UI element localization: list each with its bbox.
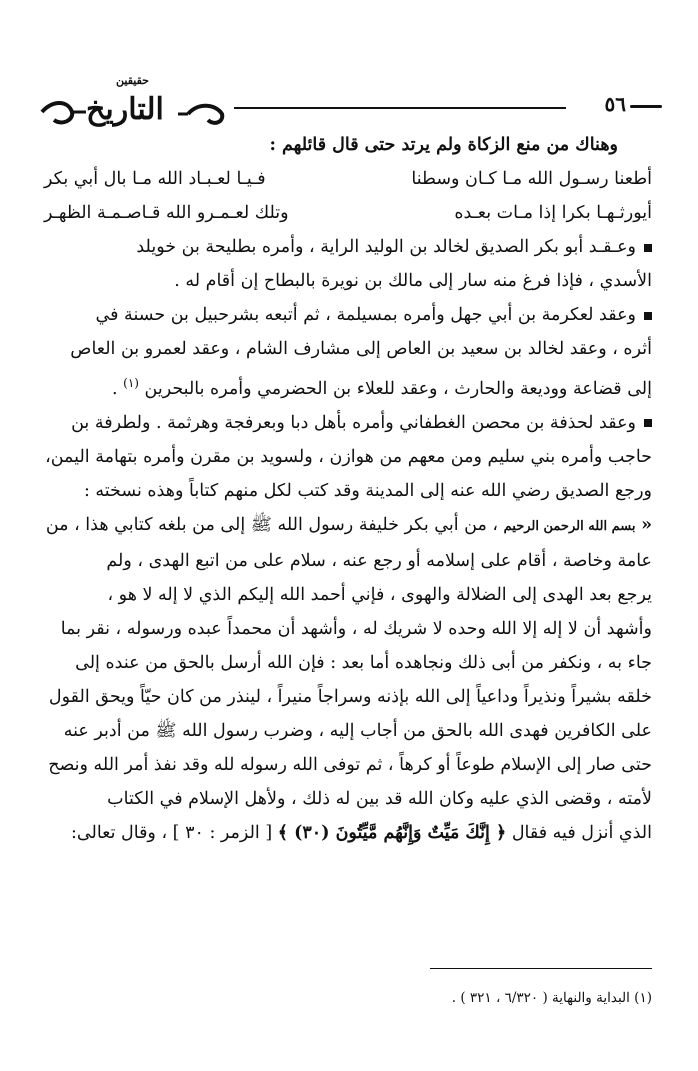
letter-line: الذي أنزل فيه فقال: [511, 822, 652, 843]
letter-text: [44, 508, 652, 850]
paragraph-line: وعقد لحذفة بن محصن الغطفاني وأمره بأهل دبا وبعرفجة وهرثمة . ولطرفة بن: [71, 412, 636, 433]
footnote-divider: [430, 968, 652, 969]
page-body: [44, 128, 652, 850]
letter-line: خلقه بشيراً ونذيراً وداعياً إلى الله بإذنه وسراجاً منيراً ، لينذر من كان حيّاً ويحق القول: [48, 686, 652, 707]
footnote-reference: (١): [123, 376, 139, 390]
letter-line: عامة وخاصة ، أقام على إسلامه أو رجع عنه ، سلام على من اتبع الهدى ، ولم: [106, 550, 652, 571]
paragraph-line: ورجع الصديق رضي الله عنه إلى المدينة وقد كتب لكل منهم كتاباً وهذه نسخته :: [83, 480, 652, 501]
logo-subtitle: حقيقين: [116, 74, 149, 87]
paragraph-line: وعـقـد أبو بكر الصديق لخالد بن الوليد الراية ، وأمره بطليحة بن خويلد: [136, 237, 636, 257]
letter-line: لأمته ، وقضى الذي عليه وكان الله قد بين له ذلك ، ولأهل الإسلام في الكتاب: [107, 788, 652, 809]
square-bullet-icon: [644, 244, 652, 252]
paragraph-khalid: [44, 230, 652, 298]
verse-1-second-hemistich: فـيـا لعـبـاد الله مـا بال أبي بكر: [44, 169, 266, 189]
letter-line: يرجع بعد الهدى إلى الضلالة والهوى ، فإني أحمد الله إليكم الذي لا إله لا هو ،: [107, 584, 652, 605]
letter-line: [ الزمر : ٣٠ ] ، وقال تعالى:: [71, 822, 273, 843]
paragraph-ikrima: وعقد لعكرمة بن أبي جهل وأمره بمسيلمة ، ثم أتبعه بشرحبيل بن حسنة في أثره ، وعقد لخالد بن سعيد بن العاص إلى مشارف الشام ، وعقد لعمرو بن العاص إلى قضاعة ووديعة والحارث ، وعقد للعلاء بن الحضرمي وأمره بالبحرين $^{(١)}$ .: [44, 298, 652, 406]
quran-verse: ﴿ إِنَّكَ مَيِّتٌ وَإِنَّهُم مَّيِّتُونَ (٣٠) ﴾: [277, 822, 507, 843]
poem-verse-1: [44, 162, 652, 196]
letter-line: ، من أبي بكر خليفة رسول الله ﷺ إلى من بلغه كتابي هذا ، من: [45, 514, 499, 535]
footnote: (١) البداية والنهاية ( ٦/٣٢٠ ، ٣٢١ ) .: [451, 990, 652, 1006]
square-bullet-icon: [644, 419, 652, 427]
logo-swirl-icon: [38, 98, 228, 132]
paragraph-hudhayfa: [44, 406, 652, 508]
paragraph-line: إلى قضاعة ووديعة والحارث ، وعقد للعلاء بن الحضرمي وأمره بالبحرين: [144, 378, 652, 399]
page-header: [34, 74, 666, 134]
paragraph-line: وعقد لعكرمة بن أبي جهل وأمره بمسيلمة ، ثم أتبعه بشرحبيل بن حسنة في: [95, 305, 636, 325]
page-number-dash: [630, 105, 662, 108]
poem-verse-2: [44, 196, 652, 230]
paragraph-line: حاجب وأمره بني سليم ومن معهم من هوازن ، ولسويد بن مقرن وأمره بتهامة اليمن،: [45, 446, 652, 467]
paragraph-line: أثره ، وعقد لخالد بن سعيد بن العاص إلى مشارف الشام ، وعقد لعمرو بن العاص: [70, 339, 652, 359]
logo-title: التاريخ: [86, 92, 164, 127]
page-number: ٥٦: [604, 92, 626, 116]
verse-1-first-hemistich: أطعنا رسـول الله مـا كـان وسطنا: [411, 169, 652, 189]
header-rule: [234, 107, 566, 109]
square-bullet-icon: [644, 312, 652, 320]
verse-2-second-hemistich: وتلك لعـمـرو الله قـاصـمـة الظهـر: [44, 203, 289, 223]
letter-line: على الكافرين فهدى الله بالحق من أجاب إليه ، وضرب رسول الله ﷺ من أدبر عنه: [63, 720, 652, 741]
letter-line: جاء به ، ونكفر من أبى ذلك ونجاهده أما بعد : فإن الله أرسل بالحق من عنده إلى: [75, 652, 652, 673]
verse-2-first-hemistich: أيورثـهـا بكرا إذا مـات بعـده: [454, 203, 652, 223]
intro-line: وهناك من منع الزكاة ولم يرتد حتى قال قائلهم :: [269, 135, 618, 155]
paragraph-line: الأسدي ، فإذا فرغ منه سار إلى مالك بن نويرة بالبطاح إن أقام له .: [174, 271, 652, 291]
open-quote: «: [641, 514, 652, 535]
basmala: بسم الله الرحمن الرحيم: [503, 518, 636, 534]
letter-line: وأشهد أن لا إله إلا الله وحده لا شريك له ، وأشهد أن محمداً عبده ورسوله ، نقر بما: [60, 618, 652, 639]
letter-line: حتى صار إلى الإسلام طوعاً أو كرهاً ، ثم توفى الله رسوله لله وقد نفذ أمر الله ونصح: [48, 754, 652, 775]
book-logo: [38, 74, 228, 132]
